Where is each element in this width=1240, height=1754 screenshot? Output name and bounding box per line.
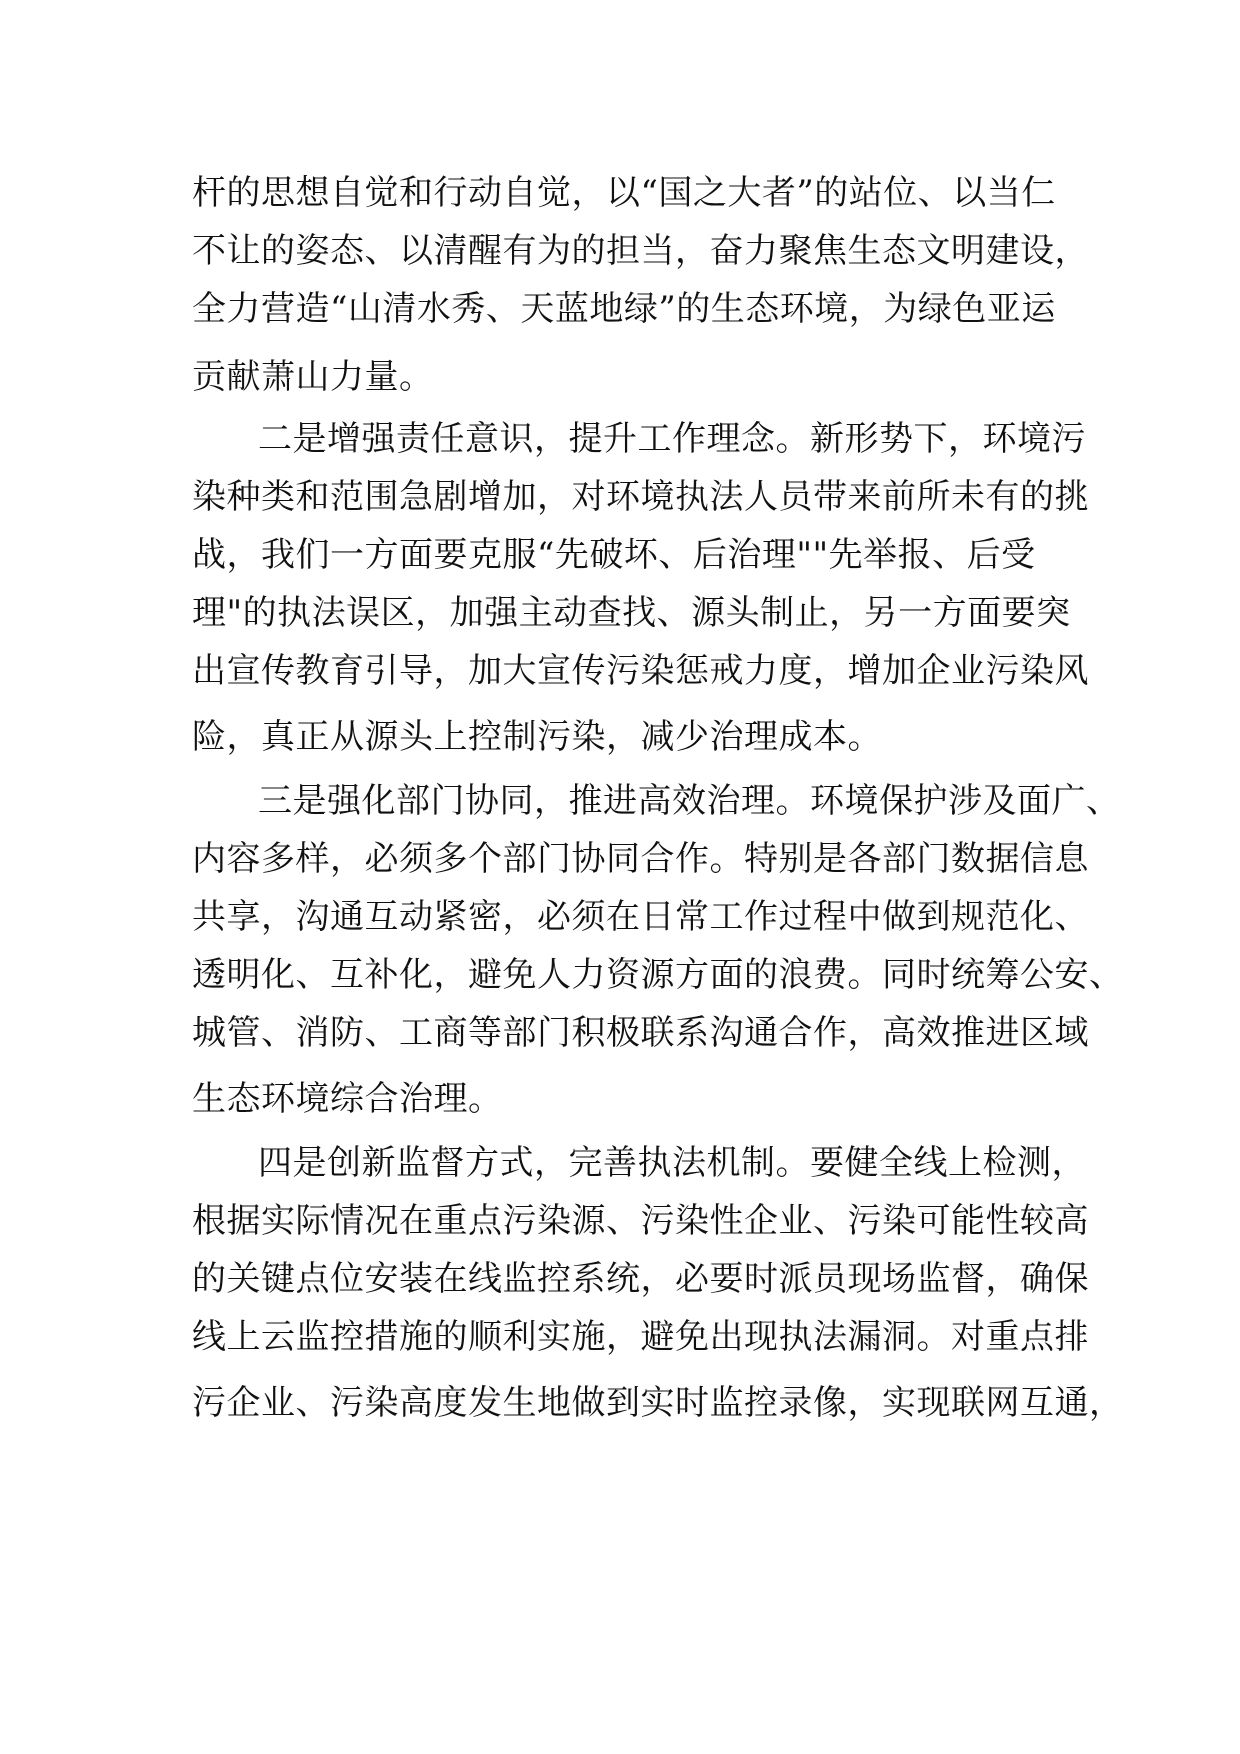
text-line: 线上云监控措施的顺利实施，避免出现执法漏洞。对重点排 [192, 1317, 1089, 1357]
text-line: 险，真正从源头上控制污染，减少治理成本。 [192, 717, 882, 757]
text-line: 理"的执法误区，加强主动查找、源头制止，另一方面要突 [192, 593, 1071, 633]
text-line: 生态环境综合治理。 [192, 1079, 503, 1119]
text-line: 共享，沟通互动紧密，必须在日常工作过程中做到规范化、 [192, 897, 1089, 937]
text-line: 出宣传教育引导，加大宣传污染惩戒力度，增加企业污染风 [192, 651, 1089, 691]
text-line: 杆的思想自觉和行动自觉，以“国之大者”的站位、以当仁 [192, 173, 1056, 213]
text-line: 根据实际情况在重点污染源、污染性企业、污染可能性较高 [192, 1201, 1089, 1241]
text-line: 城管、消防、工商等部门积极联系沟通合作，高效推进区域 [192, 1013, 1089, 1053]
text-line: 染种类和范围急剧增加，对环境执法人员带来前所未有的挑 [192, 477, 1089, 517]
text-line: 贡献萧山力量。 [192, 357, 434, 397]
text-line: 内容多样，必须多个部门协同合作。特别是各部门数据信息 [192, 839, 1089, 879]
text-line: 全力营造“山清水秀、天蓝地绿”的生态环境，为绿色亚运 [192, 289, 1056, 329]
text-line: 不让的姿态、以清醒有为的担当，奋力聚焦生态文明建设， [192, 231, 1089, 271]
paragraph-first-line: 二是增强责任意识，提升工作理念。新形势下，环境污 [258, 419, 1086, 459]
text-line: 污企业、污染高度发生地做到实时监控录像，实现联网互通， [192, 1383, 1124, 1423]
text-line: 的关键点位安装在线监控系统，必要时派员现场监督，确保 [192, 1259, 1089, 1299]
text-line: 透明化、互补化，避免人力资源方面的浪费。同时统筹公安、 [192, 955, 1124, 995]
text-line: 战，我们一方面要克服“先破坏、后治理""先举报、后受 [192, 535, 1036, 575]
paragraph-first-line: 三是强化部门协同，推进高效治理。环境保护涉及面广、 [258, 781, 1121, 821]
paragraph-first-line: 四是创新监督方式，完善执法机制。要健全线上检测， [258, 1143, 1086, 1183]
